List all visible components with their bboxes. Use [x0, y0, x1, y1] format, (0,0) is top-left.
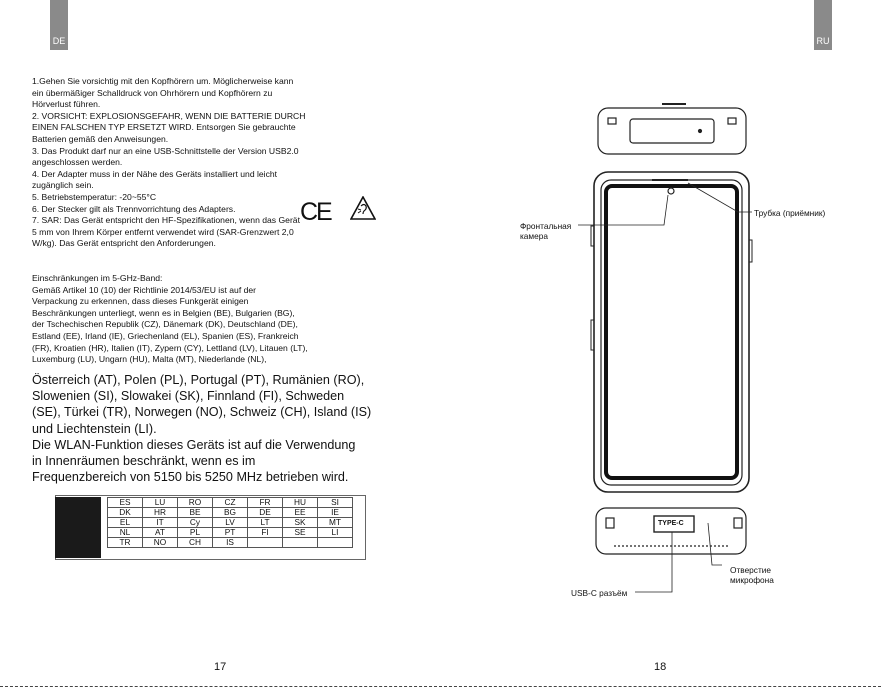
country-cell: LI — [318, 528, 353, 538]
country-cell: DK — [108, 508, 143, 518]
country-cell: PT — [213, 528, 248, 538]
country-cell: BE — [178, 508, 213, 518]
country-cell: DE — [248, 508, 283, 518]
phone-bottom-view — [596, 508, 746, 554]
country-cell: TR — [108, 538, 143, 548]
language-tab-de: DE — [50, 0, 68, 50]
country-cell: NO — [143, 538, 178, 548]
callout-earpiece: Трубка (приёмник) — [754, 208, 826, 218]
country-cell: FI — [248, 528, 283, 538]
country-cell: RO — [178, 498, 213, 508]
country-cell: LU — [143, 498, 178, 508]
country-cell: CH — [178, 538, 213, 548]
band-restrictions: Einschränkungen im 5-GHz-Band: Gemäß Artikel 10 (10) der Richtlinie 2014/53/EU ist auf der Verpackung zu erkennen, dass dieses Funkgerät einigen Beschränkungen unterliegt, wenn es in Belgien (BE), Bulgarien (BG), der Tschechischen Republik (CZ), Dänemark (DK), Deutschland (DE), Estland (EE), Irland (IE), Griechenland (EL), Spanien (ES), Frankreich (FR), Kroatien (HR), Italien (IT), Zypern (CY), Lettland (LV), Litauen (LT), Luxemburg (LU), Ungarn (HU), Malta (MT), Niederlande (NL), — [32, 273, 308, 365]
language-tab-ru: RU — [814, 0, 832, 50]
page-footer-line — [0, 686, 881, 691]
country-cell: Cy — [178, 518, 213, 528]
country-cell: ES — [108, 498, 143, 508]
country-cell: LT — [248, 518, 283, 528]
country-cell: SK — [283, 518, 318, 528]
country-cell: FR — [248, 498, 283, 508]
country-cell: HU — [283, 498, 318, 508]
callout-mic-hole: Отверстие микрофона — [730, 565, 774, 585]
country-cell: IT — [143, 518, 178, 528]
country-cell: IE — [318, 508, 353, 518]
page-number-right: 18 — [654, 661, 667, 673]
country-cell: SI — [318, 498, 353, 508]
phone-front-view — [591, 172, 752, 492]
ce-mark: CE — [300, 198, 331, 226]
country-cell: CZ — [213, 498, 248, 508]
country-restrictions-large: Österreich (AT), Polen (PL), Portugal (PT), Rumänien (RO), Slowenien (SI), Slowakei (SK), Finnland (FI), Schweden (SE), Türkei (TR), Norwegen (NO), Schweiz (CH), Island (IS) und Liechtenstein (LI). Die WLAN-Funktion dieses Geräts ist auf die Verwendung in Innenräumen beschränkt, wenn es im Frequenzbereich von 5150 bis 5250 MHz betrieben wird. — [32, 373, 372, 485]
country-cell: BG — [213, 508, 248, 518]
phone-top-view — [598, 104, 746, 154]
page-number-left: 17 — [214, 661, 227, 673]
country-cell: AT — [143, 528, 178, 538]
country-cell: IS — [213, 538, 248, 548]
country-cell: LV — [213, 518, 248, 528]
country-cell: EE — [283, 508, 318, 518]
country-cell: EL — [108, 518, 143, 528]
type-c-port-label: TYPE-C — [658, 520, 684, 527]
country-cell: HR — [143, 508, 178, 518]
callout-front-camera: Фронтальная камера — [520, 221, 572, 241]
callout-usb-c: USB-C разъём — [571, 588, 628, 598]
country-cell: PL — [178, 528, 213, 538]
country-cell: MT — [318, 518, 353, 528]
country-cell: SE — [283, 528, 318, 538]
country-cell: NL — [108, 528, 143, 538]
safety-instructions: 1.Gehen Sie vorsichtig mit den Kopfhörern um. Möglicherweise kann ein übermäßiger Schalldruck von Ohrhörern und Kopfhörern zu Hörverlust führen. 2. VORSICHT: EXPLOSIONSGEFAHR, WENN DIE BATTERIE DURCH EINEN FALSCHEN TYP ERSETZT WIRD. Entsorgen Sie gebrauchte Batterien gemäß den Anweisungen. 3. Das Produkt darf nur an eine USB-Schnittstelle der Version USB2.0 angeschlossen werden. 4. Der Adapter muss in der Nähe des Geräts installiert und leicht zugänglich sein. 5. Betriebstemperatur: -20~55°C 6. Der Stecker gilt als Trennvorrichtung des Adapters. 7. SAR: Das Gerät entspricht den HF-Spezifikationen, wenn das Gerät 5 mm von Ihrem Körper entfernt verwendet wird (SAR-Grenzwert 2,0 W/kg). Das Gerät entspricht den Anforderungen. — [32, 76, 306, 249]
